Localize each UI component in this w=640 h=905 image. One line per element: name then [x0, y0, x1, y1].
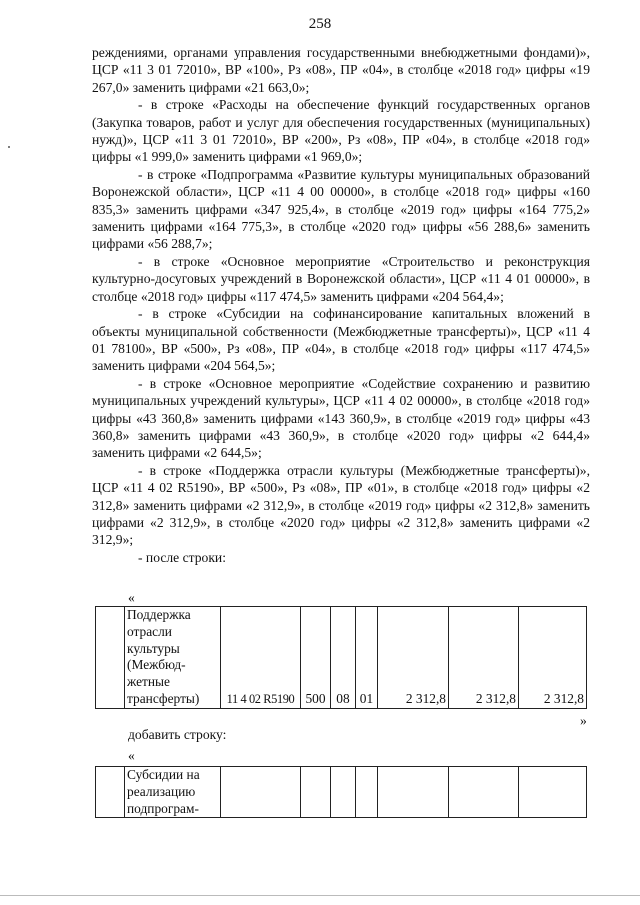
body-text [92, 44, 590, 566]
name-line: жетные [127, 674, 170, 690]
table-cell-2019 [449, 767, 519, 818]
name-line: Субсидии на [127, 767, 200, 782]
table-row [96, 767, 587, 818]
open-quote-2: « [128, 748, 135, 763]
close-quote-1: » [580, 713, 587, 728]
table-cell-2018 [378, 767, 449, 818]
table-cell-rz [331, 767, 356, 818]
table-cell-name [125, 767, 221, 818]
paragraph-6: - в строке «Основное мероприятие «Содействие сохранению и развитию муниципальных учреждений культуры», ЦСР «11 4 02 00000», в столбце «2018 год» цифры «43 360,8» заменить цифрами «143 360,9», в столбце «2019 год» цифры «43 360,8» заменить цифрами «43 360,9», в столбце «2020 год» цифры «2 644,4» заменить цифрами «2 644,5»; [92, 375, 590, 461]
paragraph-7: - в строке «Поддержка отрасли культуры (Межбюджетные трансферты)», ЦСР «11 4 02 R5190», ВР «500», Рз «08», ПР «01», в столбце «2018 год» цифры «2 312,8» заменить цифрами «2 312,9», в столбце «2019 год» цифры «2 312,8» заменить цифрами «2 312,9», в столбце «2020 год» цифры «2 312,8» заменить цифрами «2 312,9»; [92, 462, 590, 548]
table-cell-2019: 2 312,8 [449, 607, 519, 709]
table-cell-vr: 500 [301, 607, 331, 709]
paragraph-1: реждениями, органами управления государственными внебюджетными фондами)», ЦСР «11 3 01 72010», ВР «100», Рз «08», ПР «04», в столбце «2018 год» цифры «19 267,0» заменить цифрами «21 663,0»; [92, 45, 590, 95]
table-new-row [95, 766, 587, 818]
paragraph-3: - в строке «Подпрограмма «Развитие культуры муниципальных образований Воронежской области», ЦСР «11 4 00 00000», в столбце «2018 год» цифры «160 835,3» заменить цифрами «347 925,4», в столбце «2019 год» цифры «164 775,2» заменить цифрами «164 775,3», в столбце «2020 год» цифры «56 288,6» заменить цифрами «56 288,7»; [92, 166, 590, 252]
table-row [96, 607, 587, 709]
table-cell-pr [356, 767, 378, 818]
page-number: 258 [308, 16, 332, 32]
scan-speck [8, 146, 10, 148]
table-cell-vr [301, 767, 331, 818]
paragraph-5: - в строке «Субсидии на софинансирование капитальных вложений в объекты муниципальной собственности (Межбюджетные трансферты)», ЦСР «11 4 01 78100», ВР «500», Рз «08», ПР «04», в столбце «2018 год» цифры «117 474,5» заменить цифрами «204 564,5»; [92, 306, 590, 374]
paragraph-4: - в строке «Основное мероприятие «Строительство и реконструкция культурно-досуговых учреждений в Воронежской области», ЦСР «11 4 01 00000», в столбце «2018 год» цифры «117 474,5» заменить цифрами «204 564,4»; [92, 253, 590, 304]
table-cell-name [125, 607, 221, 709]
name-line: реализацию [127, 783, 196, 799]
table-cell-2018: 2 312,8 [378, 607, 449, 709]
paragraph-8: - после строки: [138, 549, 226, 565]
name-line: Поддержка [127, 607, 191, 622]
page-bottom-edge [0, 895, 640, 896]
table-existing-row [95, 606, 587, 709]
table-cell-blank [96, 767, 125, 818]
add-row-label: добавить строку: [128, 727, 227, 742]
name-line: (Межбюд- [127, 657, 186, 673]
table-cell-2020 [519, 767, 587, 818]
name-line: отрасли [127, 623, 172, 639]
table-cell-csr: 11 4 02 R5190 [221, 607, 301, 709]
table-cell-blank [96, 607, 125, 709]
name-line: подпрограм- [127, 800, 199, 816]
table-cell-rz: 08 [331, 607, 356, 709]
name-line: культуры [127, 640, 180, 656]
table-cell-2020: 2 312,8 [519, 607, 587, 709]
table-cell-pr: 01 [356, 607, 378, 709]
paragraph-2: - в строке «Расходы на обеспечение функций государственных органов (Закупка товаров, работ и услуг для обеспечения государственных (муниципальных) нужд)», ЦСР «11 3 01 72010», ВР «200», Рз «08», ПР «04», в столбце «2018 год» цифры «1 999,0» заменить цифрами «1 969,0»; [92, 97, 590, 165]
table-cell-csr [221, 767, 301, 818]
open-quote-1: « [128, 590, 135, 605]
name-line: трансферты) [127, 690, 200, 706]
